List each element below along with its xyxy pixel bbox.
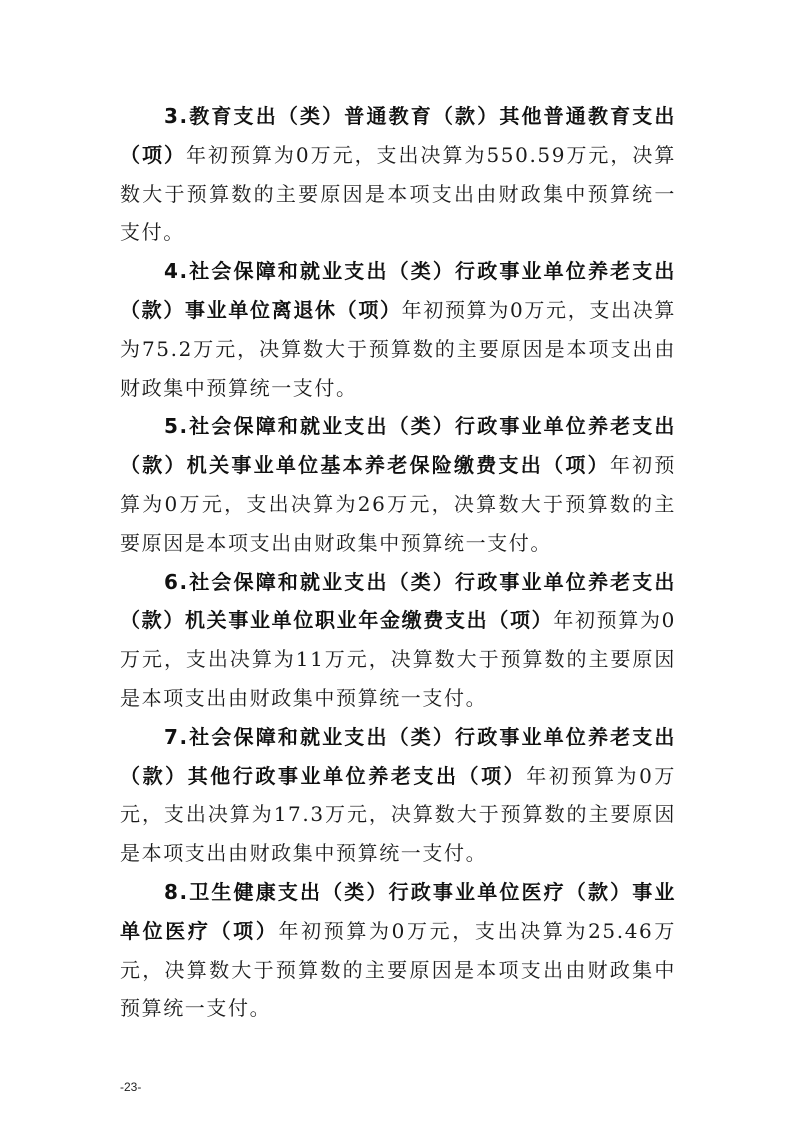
paragraph-text: 年初预算为0万元，支出决算为25.46万元，决算数大于预算数的主要原因是本项支出由财政集中预算统一支付。 [120,918,677,1021]
paragraph-text: 年初预算为0万元，支出决算为17.3万元，决算数大于预算数的主要原因是本项支出由财政集中预算统一支付。 [120,763,676,866]
paragraph-item-7 [120,718,676,873]
paragraph-item-5 [120,407,676,562]
page-number: -23- [120,1080,142,1094]
paragraph-text: 年初预算为0万元，支出决算为26万元，决算数大于预算数的主要原因是本项支出由财政集中预算统一支付。 [120,453,676,555]
paragraph-heading: 8.卫生健康支出（类）行政事业单位医疗（款）事业单位医疗（项） [120,879,676,943]
paragraph-heading: 4.社会保障和就业支出（类）行政事业单位养老支出（款）事业单位离退休（项） [120,259,676,322]
paragraph-text: 年初预算为0万元，支出决算为550.59万元，决算数大于预算数的主要原因是本项支出由财政集中预算统一支付。 [120,142,676,245]
paragraph-heading: 7.社会保障和就业支出（类）行政事业单位养老支出（款）其他行政事业单位养老支出（项） [120,724,676,788]
paragraph-item-4 [120,252,676,407]
paragraph-item-6 [120,563,676,718]
paragraph-item-8 [120,873,676,1028]
paragraph-heading: 5.社会保障和就业支出（类）行政事业单位养老支出（款）机关事业单位基本养老保险缴费支出（项） [120,414,676,478]
document-body [120,97,676,1028]
paragraph-heading: 6.社会保障和就业支出（类）行政事业单位养老支出（款）机关事业单位职业年金缴费支出（项） [120,569,676,633]
paragraph-text: 年初预算为0万元，支出决算为75.2万元，决算数大于预算数的主要原因是本项支出由财政集中预算统一支付。 [120,297,676,400]
paragraph-item-3 [120,97,676,252]
paragraph-heading: 3.教育支出（类）普通教育（款）其他普通教育支出（项） [120,104,676,167]
paragraph-text: 年初预算为0万元，支出决算为11万元，决算数大于预算数的主要原因是本项支出由财政集中预算统一支付。 [120,608,677,710]
